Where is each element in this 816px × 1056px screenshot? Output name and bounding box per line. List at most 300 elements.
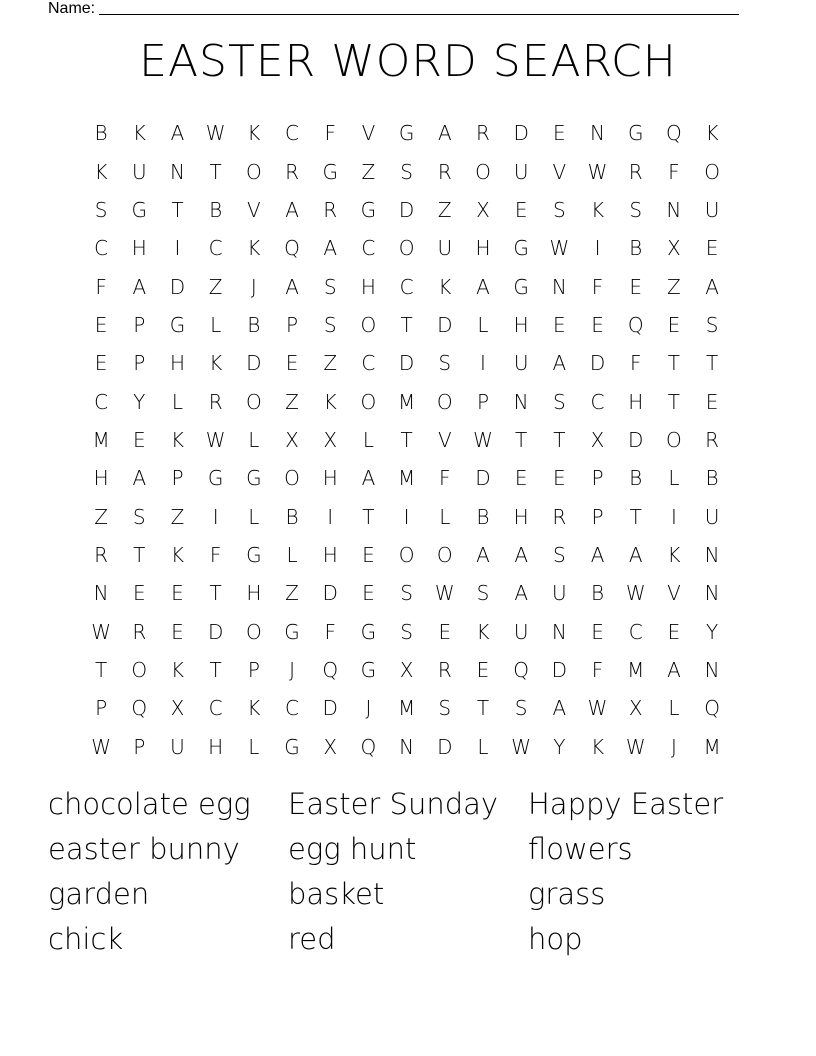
grid-letter: K [590, 734, 605, 759]
grid-letter: G [246, 466, 262, 491]
grid-letter: C [208, 236, 223, 261]
grid-letter: A [476, 542, 490, 567]
grid-letter: W [91, 619, 111, 644]
grid-letter: N [169, 159, 185, 184]
grid-letter: N [704, 542, 720, 567]
name-field[interactable] [48, 0, 748, 18]
grid-letter: E [705, 236, 719, 261]
grid-letter: G [322, 159, 338, 184]
grid-letter: K [705, 121, 719, 146]
grid-letter: Y [553, 734, 566, 759]
grid-letter: C [285, 121, 300, 146]
grid-letter: L [248, 504, 260, 529]
grid-letter: W [587, 159, 608, 184]
grid-letter: G [360, 619, 377, 644]
grid-letter: F [95, 274, 107, 299]
grid-letter: L [248, 427, 260, 452]
grid-letter: C [285, 696, 300, 721]
grid-letter: B [94, 121, 108, 146]
grid-letter: M [703, 734, 721, 759]
grid-letter: U [704, 504, 720, 529]
grid-letter: H [628, 389, 644, 414]
grid-letter: D [398, 197, 415, 222]
grid-letter: T [94, 657, 108, 682]
grid-letter: M [397, 466, 416, 491]
grid-letter: W [511, 734, 532, 759]
grid-letter: E [438, 619, 452, 644]
grid-letter: W [473, 427, 493, 452]
word-list [48, 784, 768, 964]
grid-letter: H [131, 236, 147, 261]
grid-letter: S [94, 197, 108, 222]
grid-letter: K [247, 121, 261, 146]
grid-letter: R [285, 159, 299, 184]
grid-letter: O [436, 542, 453, 567]
grid-letter: A [323, 236, 338, 261]
grid-letter: T [209, 159, 222, 184]
grid-letter: K [590, 197, 605, 222]
grid-letter: S [705, 312, 719, 337]
grid-letter: O [398, 542, 415, 567]
grid-letter: Q [513, 657, 530, 682]
grid-letter: A [628, 542, 643, 567]
word-list-item: Easter Sunday [288, 787, 499, 821]
grid-letter: D [551, 657, 568, 682]
grid-letter: N [551, 274, 567, 299]
grid-letter: C [361, 236, 376, 261]
grid-letter: S [132, 504, 146, 529]
grid-letter: K [170, 657, 185, 682]
grid-letter: Q [131, 696, 148, 721]
grid-letter: F [668, 159, 680, 184]
grid-letter: L [362, 427, 374, 452]
grid-letter: G [131, 197, 148, 222]
grid-letter: W [434, 581, 455, 606]
name-underline[interactable] [99, 0, 739, 15]
grid-letter: X [590, 427, 605, 452]
grid-letter: A [552, 696, 567, 721]
grid-letter: J [670, 734, 677, 759]
grid-letter: L [171, 389, 184, 414]
grid-letter: C [361, 351, 376, 376]
grid-letter: D [322, 581, 338, 606]
grid-letter: S [552, 542, 566, 567]
grid-letter: W [91, 734, 111, 759]
grid-letter: J [250, 274, 257, 299]
grid-letter: T [400, 427, 413, 452]
grid-letter: X [170, 696, 185, 721]
grid-letter: L [668, 466, 680, 491]
word-list-item: basket [288, 877, 385, 911]
word-list-item: chick [48, 922, 124, 956]
grid-letter: D [475, 466, 491, 491]
grid-letter: D [398, 351, 415, 376]
grid-letter: R [476, 121, 490, 146]
grid-letter: C [208, 696, 223, 721]
grid-letter: G [169, 312, 186, 337]
grid-letter: E [705, 389, 719, 414]
grid-letter: E [476, 657, 490, 682]
grid-letter: G [360, 197, 377, 222]
grid-letter: Z [208, 274, 223, 299]
grid-letter: X [323, 734, 338, 759]
grid-letter: T [209, 657, 222, 682]
grid-letter: A [552, 351, 567, 376]
grid-letter: B [629, 466, 643, 491]
grid-letter: Q [666, 121, 682, 146]
grid-letter: P [591, 466, 604, 491]
grid-letter: B [209, 197, 223, 222]
grid-letter: E [667, 619, 681, 644]
grid-letter: O [475, 159, 491, 184]
grid-letter: Z [323, 351, 338, 376]
grid-letter: I [174, 236, 181, 261]
grid-letter: S [400, 581, 413, 606]
grid-letter: U [437, 236, 453, 261]
grid-letter: C [628, 619, 643, 644]
grid-letter: K [247, 236, 261, 261]
grid-letter: F [209, 542, 222, 567]
grid-letter: N [93, 581, 109, 606]
grid-letter: W [587, 696, 608, 721]
grid-letter: M [627, 657, 645, 682]
grid-letter: H [322, 542, 338, 567]
grid-letter: A [514, 581, 528, 606]
grid-letter: Q [322, 657, 339, 682]
grid-letter: C [94, 389, 109, 414]
grid-letter: W [625, 581, 646, 606]
grid-letter: E [171, 581, 184, 606]
grid-letter: O [704, 159, 720, 184]
grid-letter: N [704, 581, 720, 606]
word-list-item: chocolate egg [48, 787, 251, 821]
grid-letter: E [591, 312, 604, 337]
grid-letter: B [476, 504, 490, 529]
grid-letter: A [285, 197, 299, 222]
grid-letter: U [513, 159, 529, 184]
grid-letter: H [475, 236, 491, 261]
grid-letter: G [207, 466, 224, 491]
grid-letter: O [666, 427, 682, 452]
grid-letter: E [94, 312, 108, 337]
grid-letter: E [553, 466, 566, 491]
grid-letter: V [667, 581, 681, 606]
grid-letter: D [207, 619, 224, 644]
grid-letter: S [323, 274, 337, 299]
word-list-item: flowers [528, 832, 633, 866]
grid-letter: N [590, 121, 606, 146]
grid-letter: G [398, 121, 415, 146]
grid-letter: E [667, 312, 681, 337]
grid-letter: D [169, 274, 186, 299]
grid-letter: W [549, 236, 570, 261]
grid-letter: Z [170, 504, 185, 529]
grid-letter: R [94, 542, 109, 567]
grid-letter: P [591, 504, 604, 529]
grid-letter: P [476, 389, 489, 414]
grid-letter: K [247, 696, 261, 721]
grid-letter: Z [361, 159, 376, 184]
grid-letter: A [361, 466, 376, 491]
grid-letter: O [245, 389, 262, 414]
grid-letter: E [514, 466, 528, 491]
grid-letter: B [285, 504, 299, 529]
grid-letter: R [208, 389, 223, 414]
grid-letter: L [248, 734, 260, 759]
grid-letter: H [322, 466, 338, 491]
grid-letter: O [284, 466, 300, 491]
grid-letter: R [132, 619, 147, 644]
grid-letter: S [438, 351, 452, 376]
grid-letter: P [95, 696, 108, 721]
grid-letter: D [628, 427, 644, 452]
grid-letter: G [360, 657, 377, 682]
grid-letter: O [131, 657, 148, 682]
grid-letter: M [397, 696, 416, 721]
grid-letter: N [513, 389, 529, 414]
grid-letter: F [324, 619, 336, 644]
grid-letter: E [362, 542, 375, 567]
grid-letter: F [629, 351, 642, 376]
grid-letter: U [131, 159, 147, 184]
grid-letter: X [399, 657, 414, 682]
grid-letter: T [515, 427, 528, 452]
word-list-item: grass [528, 877, 606, 911]
grid-letter: R [628, 159, 643, 184]
grid-letter: K [170, 427, 185, 452]
grid-letter: P [133, 312, 146, 337]
grid-letter: Z [94, 504, 108, 529]
grid-letter: I [594, 236, 601, 261]
grid-letter: G [513, 236, 529, 261]
grid-letter: E [553, 121, 566, 146]
grid-letter: P [171, 466, 184, 491]
grid-letter: E [591, 619, 604, 644]
grid-letter: V [437, 427, 452, 452]
grid-letter: D [589, 351, 606, 376]
grid-letter: V [247, 197, 261, 222]
grid-letter: H [246, 581, 262, 606]
grid-letter: G [246, 542, 262, 567]
grid-letter: T [553, 427, 566, 452]
grid-letter: S [438, 696, 452, 721]
grid-letter: G [284, 734, 300, 759]
word-list-item: red [288, 922, 336, 956]
grid-letter: S [629, 197, 643, 222]
grid-letter: B [590, 581, 605, 606]
grid-letter: P [247, 657, 260, 682]
word-list-item: hop [528, 922, 583, 956]
grid-letter: L [477, 312, 489, 337]
page-title: EASTER WORD SEARCH [139, 36, 677, 87]
grid-letter: T [400, 312, 413, 337]
grid-letter: P [133, 734, 146, 759]
grid-letter: J [289, 657, 295, 682]
grid-letter: I [212, 504, 219, 529]
grid-letter: V [552, 159, 567, 184]
grid-letter: U [513, 351, 529, 376]
grid-letter: O [398, 236, 415, 261]
grid-letter: O [360, 312, 377, 337]
grid-letter: M [397, 389, 416, 414]
grid-letter: H [93, 466, 109, 491]
grid-letter: Z [285, 389, 299, 414]
grid-letter: K [667, 542, 681, 567]
grid-letter: P [286, 312, 299, 337]
grid-letter: T [705, 351, 719, 376]
grid-letter: E [553, 312, 566, 337]
grid-letter: R [552, 504, 567, 529]
grid-letter: K [476, 619, 490, 644]
grid-letter: A [132, 466, 147, 491]
word-list-item: egg hunt [288, 832, 417, 866]
grid-letter: M [92, 427, 110, 452]
grid-letter: A [437, 121, 452, 146]
grid-letter: A [514, 542, 528, 567]
grid-letter: T [667, 351, 681, 376]
grid-letter: U [513, 619, 529, 644]
grid-letter: G [284, 619, 300, 644]
grid-letter: G [513, 274, 529, 299]
grid-letter: X [667, 236, 681, 261]
grid-letter: H [169, 351, 185, 376]
grid-letter: D [437, 312, 453, 337]
grid-letter: R [437, 159, 452, 184]
grid-letter: K [132, 121, 146, 146]
grid-letter: A [667, 657, 681, 682]
grid-letter: X [323, 427, 338, 452]
grid-letter: B [247, 312, 261, 337]
name-label: Name: [48, 0, 96, 17]
word-list-item: Happy Easter [528, 787, 724, 821]
letter-grid [82, 114, 731, 766]
grid-letter: E [132, 427, 146, 452]
grid-letter: L [286, 542, 298, 567]
grid-letter: S [514, 696, 528, 721]
grid-letter: I [670, 504, 677, 529]
grid-letter: O [436, 389, 453, 414]
grid-letter: R [323, 197, 338, 222]
grid-letter: P [133, 351, 146, 376]
grid-letter: T [209, 581, 222, 606]
grid-letter: B [629, 236, 643, 261]
grid-letter: S [476, 581, 490, 606]
grid-letter: E [94, 351, 108, 376]
grid-letter: L [668, 696, 680, 721]
grid-letter: A [132, 274, 147, 299]
grid-letter: H [513, 312, 529, 337]
grid-letter: K [209, 351, 223, 376]
grid-letter: Y [705, 619, 719, 644]
grid-letter: W [205, 121, 226, 146]
grid-letter: E [514, 197, 528, 222]
grid-letter: T [629, 504, 642, 529]
grid-letter: X [285, 427, 299, 452]
grid-letter: I [403, 504, 410, 529]
grid-letter: I [480, 351, 486, 376]
grid-letter: Q [360, 734, 377, 759]
grid-letter: A [170, 121, 185, 146]
grid-letter: A [590, 542, 605, 567]
grid-letter: U [170, 734, 185, 759]
grid-letter: V [361, 121, 376, 146]
grid-letter: L [439, 504, 451, 529]
grid-letter: N [666, 197, 682, 222]
grid-letter: K [170, 542, 185, 567]
grid-letter: F [324, 121, 336, 146]
grid-letter: Z [437, 197, 452, 222]
grid-letter: D [246, 351, 262, 376]
grid-letter: T [667, 389, 681, 414]
grid-letter: J [365, 696, 372, 721]
grid-letter: D [322, 696, 338, 721]
grid-letter: Q [627, 312, 644, 337]
grid-letter: F [591, 274, 604, 299]
grid-letter: L [210, 312, 222, 337]
grid-letter: T [476, 696, 490, 721]
grid-letter: S [552, 197, 566, 222]
grid-letter: K [438, 274, 452, 299]
grid-letter: G [627, 121, 644, 146]
grid-letter: R [705, 427, 720, 452]
grid-letter: D [513, 121, 529, 146]
grid-letter: O [360, 389, 377, 414]
grid-letter: S [323, 312, 337, 337]
grid-letter: R [437, 657, 452, 682]
grid-letter: S [400, 159, 413, 184]
grid-letter: F [591, 657, 604, 682]
grid-letter: O [245, 159, 262, 184]
grid-letter: E [629, 274, 643, 299]
grid-letter: A [705, 274, 719, 299]
grid-letter: H [208, 734, 224, 759]
grid-letter: K [323, 389, 337, 414]
grid-letter: Z [667, 274, 681, 299]
word-list-item: easter bunny [48, 832, 240, 866]
grid-letter: Y [133, 389, 146, 414]
grid-letter: H [360, 274, 376, 299]
word-list-item: garden [48, 877, 150, 911]
grid-letter: S [400, 619, 413, 644]
grid-letter: N [704, 657, 720, 682]
grid-letter: N [551, 619, 567, 644]
grid-letter: U [704, 197, 720, 222]
grid-letter: A [285, 274, 299, 299]
grid-letter: X [476, 197, 490, 222]
grid-letter: E [132, 581, 146, 606]
grid-letter: Z [285, 581, 299, 606]
grid-letter: C [590, 389, 605, 414]
grid-letter: T [133, 542, 146, 567]
grid-letter: E [285, 351, 299, 376]
grid-letter: W [625, 734, 646, 759]
grid-letter: Q [284, 236, 300, 261]
grid-letter: B [705, 466, 719, 491]
grid-letter: T [362, 504, 375, 529]
grid-letter: N [399, 734, 415, 759]
grid-letter: F [439, 466, 451, 491]
grid-letter: E [362, 581, 375, 606]
grid-letter: I [327, 504, 334, 529]
grid-letter: E [171, 619, 184, 644]
grid-letter: Q [704, 696, 720, 721]
grid-letter: W [205, 427, 226, 452]
grid-letter: A [476, 274, 490, 299]
grid-letter: K [94, 159, 108, 184]
grid-letter: O [245, 619, 262, 644]
grid-letter: T [171, 197, 184, 222]
grid-letter: H [513, 504, 529, 529]
